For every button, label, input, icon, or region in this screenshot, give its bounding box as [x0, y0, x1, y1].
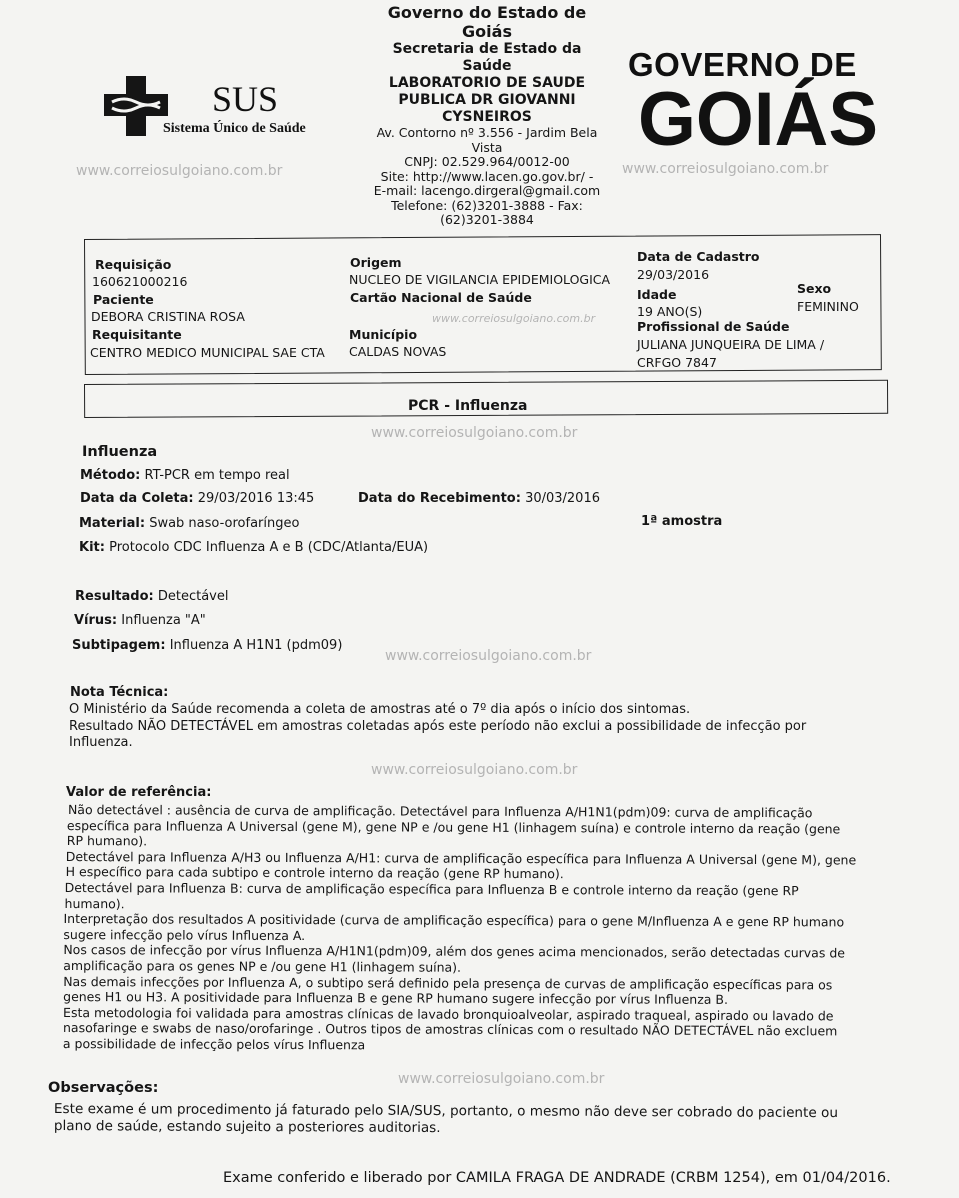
paciente-label: Paciente: [93, 292, 154, 307]
referencia-line: Nos casos de infecção por vírus Influenza A/H1N1(pdm)09, além dos genes acima mencionados, serão detectadas curvas de: [63, 942, 846, 961]
metodo-value: RT-PCR em tempo real: [144, 468, 290, 483]
watermark: www.correiosulgoiano.com.br: [371, 762, 578, 778]
resultado-value: Detectável: [157, 589, 229, 604]
watermark: www.correiosulgoiano.com.br: [371, 425, 578, 441]
phone-line-2: (62)3201-3884: [440, 212, 534, 227]
nota-line: O Ministério da Saúde recomenda a coleta de amostras até o 7º dia após o início dos sintomas.: [69, 702, 691, 717]
sec-line-2: Saúde: [462, 58, 512, 74]
sec-line-1: Secretaria de Estado da: [392, 41, 582, 57]
section-title: Influenza: [82, 444, 158, 460]
municipio-label: Município: [349, 327, 418, 342]
referencia-line: Nas demais infecções por Influenza A, o subtipo será definido pela presença de curvas de amplificação específicas para os: [63, 973, 833, 992]
origem-value: NUCLEO DE VIGILANCIA EPIDEMIOLOGICA: [349, 272, 611, 287]
nota-line: Resultado NÃO DETECTÁVEL em amostras coletadas após este período não exclui a possibilidade de infecção por: [69, 718, 807, 734]
referencia-line: Interpretação dos resultados A positividade (curva de amplificação específica) para o gene M/Influenza A e gene RP humano: [63, 911, 845, 930]
kit-row: [79, 540, 428, 555]
subtipagem-row: [72, 638, 342, 653]
address-line-2: Vista: [471, 139, 503, 155]
referencia-line: amplificação para os genes NP e /ou gene H1 (linhagem suína).: [63, 957, 462, 975]
referencia-line: Detectável para Influenza B: curva de amplificação específica para Influenza B e controle interno da reação (gene RP: [64, 879, 799, 899]
subtipagem-value: Influenza A H1N1 (pdm09): [169, 638, 343, 653]
idade-value: 19 ANO(S): [637, 304, 703, 319]
sexo-value: FEMININO: [797, 299, 859, 314]
resultado-row: [75, 589, 228, 604]
goias-logo-top: GOVERNO DE: [628, 46, 857, 83]
sus-title: SUS: [212, 79, 279, 119]
kit-value: Protocolo CDC Influenza A e B (CDC/Atlanta/EUA): [109, 540, 429, 555]
metodo-label: Método:: [80, 468, 141, 483]
referencia-line: específica para Influenza A Universal (gene M), gene NP e /ou gene H1 (linhagem suína) e controle interno da reação (gene: [66, 817, 841, 836]
nota-line: Influenza.: [69, 735, 133, 750]
requisitante-label: Requisitante: [92, 327, 182, 342]
email: E-mail: lacengo.dirgeral@gmail.com: [373, 183, 601, 198]
phone-line-1: Telefone: (62)3201-3888 - Fax:: [391, 197, 583, 213]
referencia-line: Esta metodologia foi validada para amostras clínicas de lavado bronquioalveolar, aspirado traqueal, aspirado ou lavado de: [63, 1004, 834, 1024]
cartao-label: Cartão Nacional de Saúde: [350, 290, 532, 305]
watermark: www.correiosulgoiano.com.br: [398, 1071, 605, 1087]
watermark: www.correiosulgoiano.com.br: [76, 163, 283, 179]
profissional-value-1: JULIANA JUNQUEIRA DE LIMA /: [637, 337, 825, 352]
material-label: Material:: [79, 516, 146, 531]
requisitante-value: CENTRO MEDICO MUNICIPAL SAE CTA: [90, 345, 325, 360]
observacoes-line: Este exame é um procedimento já faturado pelo SIA/SUS, portanto, o mesmo não deve ser cobrado do paciente ou: [53, 1101, 839, 1122]
resultado-label: Resultado:: [75, 589, 154, 604]
coleta-value: 29/03/2016 13:45: [197, 491, 315, 506]
kit-label: Kit:: [79, 540, 105, 555]
coleta-label: Data da Coleta:: [80, 491, 194, 506]
referencia-line: a possibilidade de infecção pelos vírus Influenza: [62, 1035, 366, 1053]
pcr-title: PCR - Influenza: [408, 398, 528, 414]
nota-title: Nota Técnica:: [70, 685, 169, 700]
profissional-label: Profissional de Saúde: [637, 319, 790, 334]
sexo-label: Sexo: [797, 281, 832, 296]
profissional-value-2: CRFGO 7847: [637, 355, 717, 370]
recebimento-label: Data do Recebimento:: [358, 491, 521, 506]
referencia-title: Valor de referência:: [66, 785, 212, 800]
virus-row: [74, 613, 206, 628]
data-cadastro-label: Data de Cadastro: [637, 249, 760, 264]
lab-line-1: LABORATORIO DE SAUDE: [388, 75, 586, 91]
watermark: www.correiosulgoiano.com.br: [622, 161, 829, 177]
metodo-row: [80, 468, 290, 483]
referencia-line: Não detectável : ausência de curva de amplificação. Detectável para Influenza A/H1N1(pdm)09: curva de amplificação: [67, 802, 813, 821]
observacoes-line: plano de saúde, estando sujeito a posteriores auditorias.: [53, 1117, 441, 1137]
address-line-1: Av. Contorno nº 3.556 - Jardim Bela: [376, 125, 598, 140]
referencia-line: RP humano).: [66, 833, 148, 849]
data-cadastro-value: 29/03/2016: [637, 267, 710, 282]
coleta-row: [80, 491, 314, 506]
site: Site: http://www.lacen.go.gov.br/ -: [380, 168, 594, 184]
municipio-value: CALDAS NOVAS: [349, 344, 447, 359]
gov-line-2: Goiás: [462, 22, 512, 41]
material-row: [79, 516, 299, 531]
recebimento-value: 30/03/2016: [525, 491, 600, 506]
lab-header: [352, 3, 622, 228]
goias-logo-big: GOIÁS: [638, 77, 879, 162]
material-value: Swab naso-orofaríngeo: [149, 516, 300, 531]
idade-label: Idade: [637, 287, 677, 302]
requisicao-value: 160621000216: [92, 274, 188, 289]
referencia-line: genes H1 ou H3. A positividade para Influenza B e gene RP humano sugere infecção por vírus Influenza B.: [63, 989, 729, 1008]
referencia-line: sugere infecção pelo vírus Influenza A.: [63, 926, 306, 943]
sus-subtitle: Sistema Único de Saúde: [163, 121, 306, 136]
referencia-line: nasofaringe e swabs de naso/orofaringe . Outros tipos de amostras clínicas com o resultado NÃO DETECTÁVEL não excluem: [62, 1020, 838, 1039]
requisicao-label: Requisição: [95, 257, 172, 272]
referencia-line: humano).: [64, 895, 125, 911]
cnpj: CNPJ: 02.529.964/0012-00: [404, 154, 570, 169]
observacoes-body: [54, 1101, 838, 1139]
gov-line-1: Governo do Estado de: [387, 3, 587, 22]
watermark: www.correiosulgoiano.com.br: [432, 312, 596, 325]
referencia-line: H específico para cada subtipo e controle interno da reação (gene RP humano).: [65, 864, 564, 882]
observacoes-title: Observações:: [48, 1080, 159, 1096]
paciente-value: DEBORA CRISTINA ROSA: [91, 309, 245, 324]
subtipagem-label: Subtipagem:: [72, 638, 166, 653]
sus-cross-logo: [104, 76, 168, 136]
lab-line-3: CYSNEIROS: [442, 109, 532, 125]
watermark: www.correiosulgoiano.com.br: [385, 648, 592, 664]
nota-body: [69, 702, 806, 752]
referencia-body: [63, 802, 857, 1055]
virus-label: Vírus:: [74, 613, 118, 628]
release-signature-line: Exame conferido e liberado por CAMILA FRAGA DE ANDRADE (CRBM 1254), em 01/04/2016.: [223, 1170, 891, 1186]
recebimento-row: [358, 491, 600, 506]
referencia-line: Detectável para Influenza A/H3 ou Influenza A/H1: curva de amplificação específica para Influenza A Universal (gene M), gene: [65, 848, 857, 868]
origem-label: Origem: [350, 255, 402, 270]
lab-line-2: PUBLICA DR GIOVANNI: [398, 92, 576, 108]
virus-value: Influenza "A": [121, 613, 206, 628]
amostra-label: 1ª amostra: [641, 514, 723, 529]
